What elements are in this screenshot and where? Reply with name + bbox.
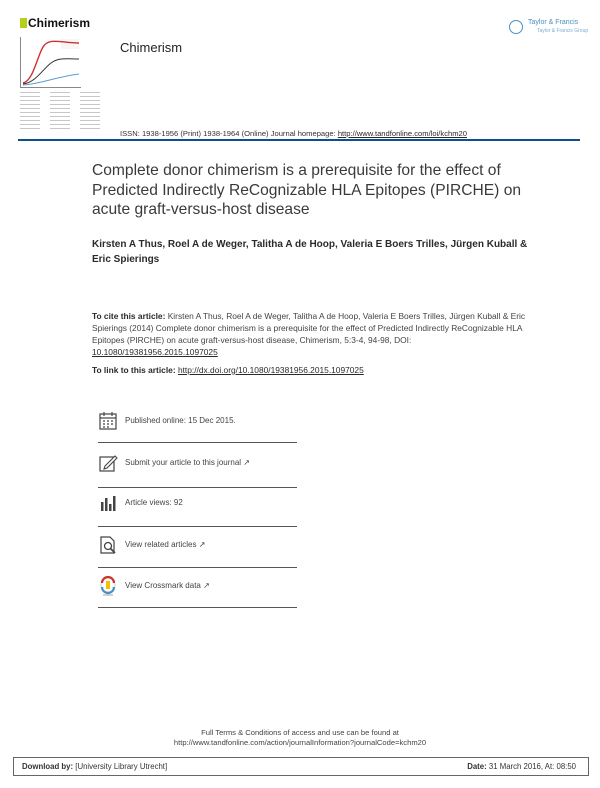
submit-article-row[interactable] xyxy=(98,451,298,479)
publisher-logo-line1: Taylor & Francis xyxy=(528,19,579,26)
download-date-label: Date: xyxy=(467,762,487,771)
publisher-logo-icon xyxy=(509,20,523,34)
external-link-icon: ↗ xyxy=(198,540,206,549)
header-divider xyxy=(18,139,580,141)
related-articles-icon xyxy=(98,535,118,555)
downloaded-by xyxy=(22,762,167,771)
divider xyxy=(98,607,297,608)
article-title: Complete donor chimerism is a prerequisite for the effect of Predicted Indirectly ReCognizable HLA Epitopes (PIRCHE) on acute graft-versus-host disease xyxy=(92,162,522,218)
divider xyxy=(98,567,297,568)
cover-chart-graphic xyxy=(20,37,81,88)
edit-icon xyxy=(98,453,118,473)
article-views-row xyxy=(98,491,298,519)
download-info-box xyxy=(13,757,589,776)
download-date xyxy=(467,762,576,771)
crossmark-label[interactable]: View Crossmark data ↗ xyxy=(125,581,210,590)
article-views-label: Article views: 92 xyxy=(125,498,183,507)
citation-text: Kirsten A Thus, Roel A de Weger, Talitha A de Hoop, Valeria E Boers Trilles, Jürgen Kuball & Eric Spierings (2014) Complete donor chimerism is a prerequisite for the effect of Predicted Indirectly ReCognizable HLA Epitopes (PIRCHE) on acute graft-versus-host disease, Chimerism, 5:3-4, 94-98, DOI: xyxy=(92,311,526,345)
journal-name: Chimerism xyxy=(120,40,183,55)
published-online-row xyxy=(98,409,298,437)
downloaded-by-label: Download by: xyxy=(22,762,74,771)
citation-label: To cite this article: xyxy=(92,311,166,321)
related-articles-row[interactable] xyxy=(98,533,298,561)
divider xyxy=(98,442,297,443)
publisher-logo xyxy=(509,18,589,40)
divider xyxy=(98,526,297,527)
download-date-value: 31 March 2016, At: 08:50 xyxy=(486,762,576,771)
doi-link[interactable]: 10.1080/19381956.2015.1097025 xyxy=(92,347,218,357)
divider xyxy=(98,487,297,488)
published-online-label: Published online: 15 Dec 2015. xyxy=(125,416,236,425)
crossmark-row[interactable] xyxy=(98,574,298,602)
article-link-line xyxy=(92,365,532,375)
terms-line: Full Terms & Conditions of access and use can be found at xyxy=(201,728,399,737)
article-authors: Kirsten A Thus, Roel A de Weger, Talitha A de Hoop, Valeria E Boers Trilles, Jürgen Kuball & Eric Spierings xyxy=(92,239,528,265)
link-label: To link to this article: xyxy=(92,365,176,375)
related-articles-label[interactable]: View related articles ↗ xyxy=(125,540,206,549)
terms-url[interactable]: http://www.tandfonline.com/action/journalInformation?journalCode=kchm20 xyxy=(173,738,427,747)
cover-logo xyxy=(20,16,90,30)
crossmark-icon xyxy=(98,576,118,596)
submit-article-label[interactable]: Submit your article to this journal ↗ xyxy=(125,458,250,467)
calendar-icon xyxy=(98,411,118,431)
journal-homepage-link[interactable]: http://www.tandfonline.com/loi/kchm20 xyxy=(337,129,467,138)
external-link-icon: ↗ xyxy=(203,581,210,590)
article-permalink[interactable]: http://dx.doi.org/10.1080/19381956.2015.1097025 xyxy=(177,365,364,375)
issn-text: ISSN: 1938-1956 (Print) 1938-1964 (Online) Journal homepage: xyxy=(120,129,338,138)
publisher-logo-line2: Taylor & Francis Group xyxy=(537,28,589,34)
external-link-icon: ↗ xyxy=(243,458,250,467)
cover-logo-text: Chimerism xyxy=(28,16,91,30)
bar-chart-icon xyxy=(98,493,118,513)
journal-cover-thumbnail xyxy=(18,12,108,134)
issn-line xyxy=(120,129,467,138)
downloaded-by-value: [University Library Utrecht] xyxy=(73,762,168,771)
citation-block xyxy=(92,310,532,358)
